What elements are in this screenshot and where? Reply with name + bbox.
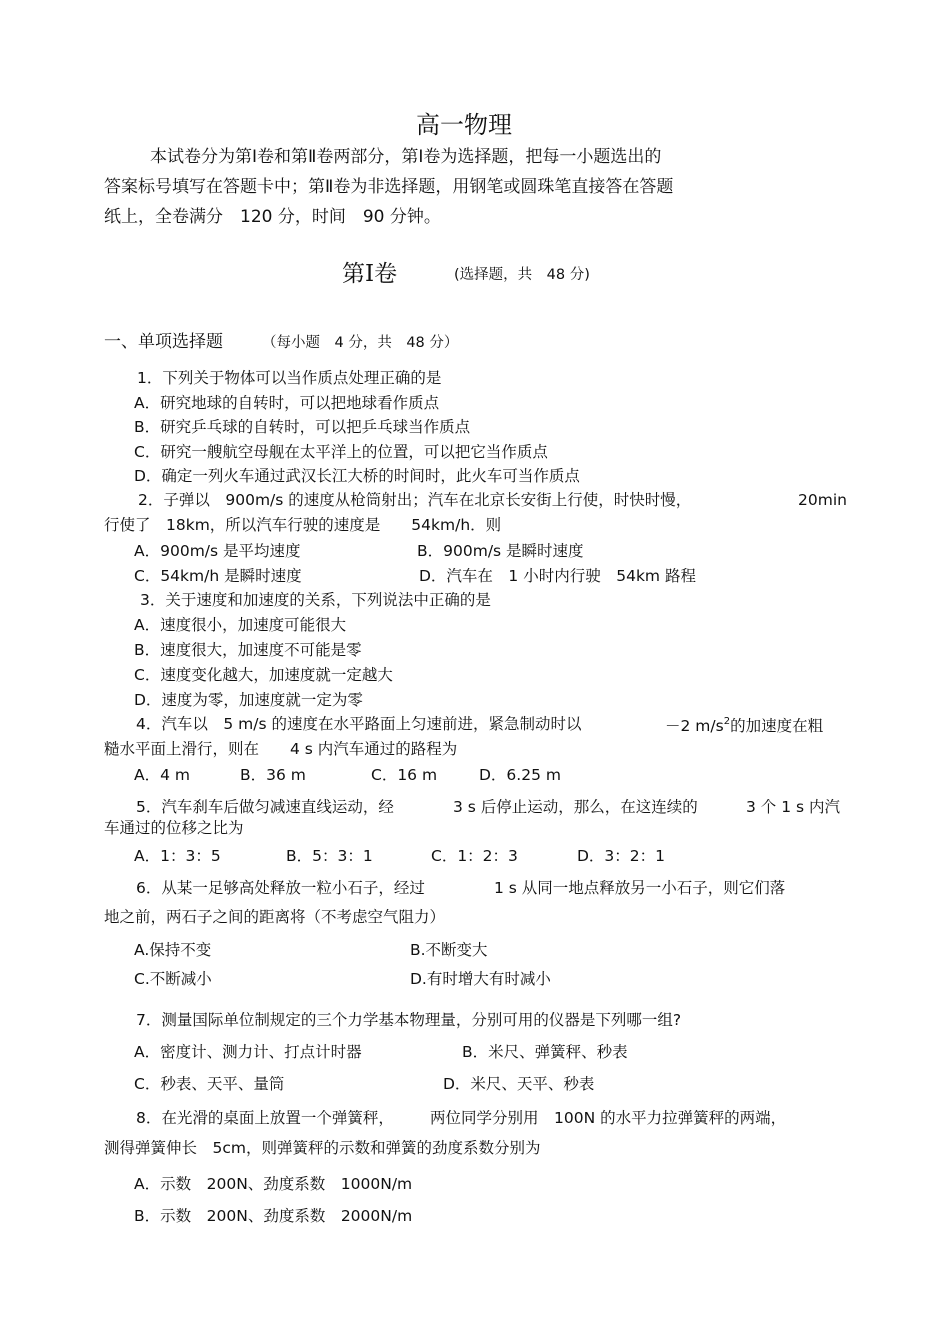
q4-stem-line-1-tail: 的加速度在粗 (730, 717, 824, 735)
q6-stem-line-1: 6．从某一足够高处释放一粒小石子，经过 (136, 879, 425, 897)
q5-stem-line-2: 车通过的位移之比为 (104, 819, 244, 837)
q5-option-b: B．5：3：1 (286, 847, 373, 865)
q4-stem-line-1-value (665, 717, 823, 735)
q6-option-b: B.不断变大 (410, 941, 488, 959)
section-note: （每小题 4 分，共 48 分） (262, 335, 459, 351)
section-title: 一、单项选择题 (104, 332, 223, 352)
q3-option-b: B．速度很大，加速度不可能是零 (134, 641, 362, 659)
q1-option-b: B．研究乒乓球的自转时，可以把乒乓球当作质点 (134, 418, 471, 436)
q7-option-c: C．秒表、天平、量筒 (134, 1075, 285, 1093)
q4-option-c: C．16 m (371, 766, 438, 784)
q2-stem-line-2: 行使了 18km，所以汽车行驶的速度是 54km/h．则 (104, 516, 502, 534)
q6-option-d: D.有时增大有时减小 (410, 970, 551, 988)
q3-option-d: D．速度为零，加速度就一定为零 (134, 691, 363, 709)
q5-option-d: D．3：2：1 (577, 847, 666, 865)
q5-option-c: C．1：2：3 (431, 847, 518, 865)
q6-option-a: A.保持不变 (134, 941, 212, 959)
q5-option-a: A．1：3：5 (134, 847, 221, 865)
q2-option-a: A．900m/s 是平均速度 (134, 542, 301, 560)
intro-line-3: 纸上，全卷满分 120 分，时间 90 分钟。 (104, 207, 441, 227)
q8-option-b: B．示数 200N、劲度系数 2000N/m (134, 1207, 413, 1225)
q6-stem-line-2: 地之前，两石子之间的距离将（不考虑空气阻力） (104, 908, 446, 926)
q6-option-c: C.不断减小 (134, 970, 212, 988)
q8-stem-line-1-end: 两位同学分别用 100N 的水平力拉弹簧秤的两端， (430, 1109, 787, 1127)
q1-option-a: A．研究地球的自转时，可以把地球看作质点 (134, 394, 440, 412)
q3-option-a: A．速度很小，加速度可能很大 (134, 616, 347, 634)
q2-stem-line-1-end: 20min (798, 491, 847, 509)
doc-title: 高一物理 (416, 111, 512, 139)
q8-option-a: A．示数 200N、劲度系数 1000N/m (134, 1175, 413, 1193)
q5-stem-line-1-mid: 3 s 后停止运动，那么，在这连续的 (453, 798, 698, 816)
q7-option-b: B．米尺、弹簧秤、秒表 (462, 1043, 628, 1061)
q1-option-c: C．研究一艘航空母舰在太平洋上的位置，可以把它当作质点 (134, 443, 548, 461)
q3-stem: 3．关于速度和加速度的关系，下列说法中正确的是 (140, 591, 491, 609)
q4-option-d: D．6.25 m (479, 766, 561, 784)
q1-stem: 1．下列关于物体可以当作质点处理正确的是 (137, 369, 442, 387)
q2-stem-line-1: 2．子弹以 900m/s 的速度从枪筒射出；汽车在北京长安街上行使，时快时慢， (138, 491, 692, 509)
q5-stem-line-1: 5．汽车刹车后做匀减速直线运动，经 (136, 798, 394, 816)
q4-stem-line-2: 糙水平面上滑行，则在 4 s 内汽车通过的路程为 (104, 740, 458, 758)
intro-line-1: 本试卷分为第Ⅰ卷和第Ⅱ卷两部分，第Ⅰ卷为选择题，把每一小题选出的 (150, 147, 662, 167)
q4-stem-line-1: 4．汽车以 5 m/s 的速度在水平路面上匀速前进，紧急制动时以 (136, 715, 582, 733)
q7-option-d: D．米尺、天平、秒表 (443, 1075, 595, 1093)
intro-line-2: 答案标号填写在答题卡中；第Ⅱ卷为非选择题，用钢笔或圆珠笔直接答在答题 (104, 177, 674, 197)
q7-stem: 7．测量国际单位制规定的三个力学基本物理量，分别可用的仪器是下列哪一组? (136, 1011, 682, 1029)
q2-option-b: B．900m/s 是瞬时速度 (417, 542, 584, 560)
q4-option-b: B．36 m (240, 766, 306, 784)
q4-accel-value: －2 m/s (665, 717, 724, 735)
q4-accel-exponent: 2 (723, 716, 731, 727)
q2-option-c: C．54km/h 是瞬时速度 (134, 567, 302, 585)
part-title: 第Ⅰ卷 (342, 261, 398, 287)
q1-option-d: D．确定一列火车通过武汉长江大桥的时间时，此火车可当作质点 (134, 467, 580, 485)
q2-option-d: D．汽车在 1 小时内行驶 54km 路程 (419, 567, 696, 585)
q8-stem-line-2: 测得弹簧伸长 5cm，则弹簧秤的示数和弹簧的劲度系数分别为 (104, 1139, 541, 1157)
q4-option-a: A．4 m (134, 766, 190, 784)
q5-stem-line-1-end: 3 个 1 s 内汽 (746, 798, 841, 816)
q6-stem-line-1-end: 1 s 从同一地点释放另一小石子，则它们落 (494, 879, 786, 897)
q8-stem-line-1: 8．在光滑的桌面上放置一个弹簧秤， (136, 1109, 394, 1127)
q7-option-a: A．密度计、测力计、打点计时器 (134, 1043, 362, 1061)
part-note: (选择题，共 48 分) (454, 267, 590, 283)
q3-option-c: C．速度变化越大，加速度就一定越大 (134, 666, 393, 684)
